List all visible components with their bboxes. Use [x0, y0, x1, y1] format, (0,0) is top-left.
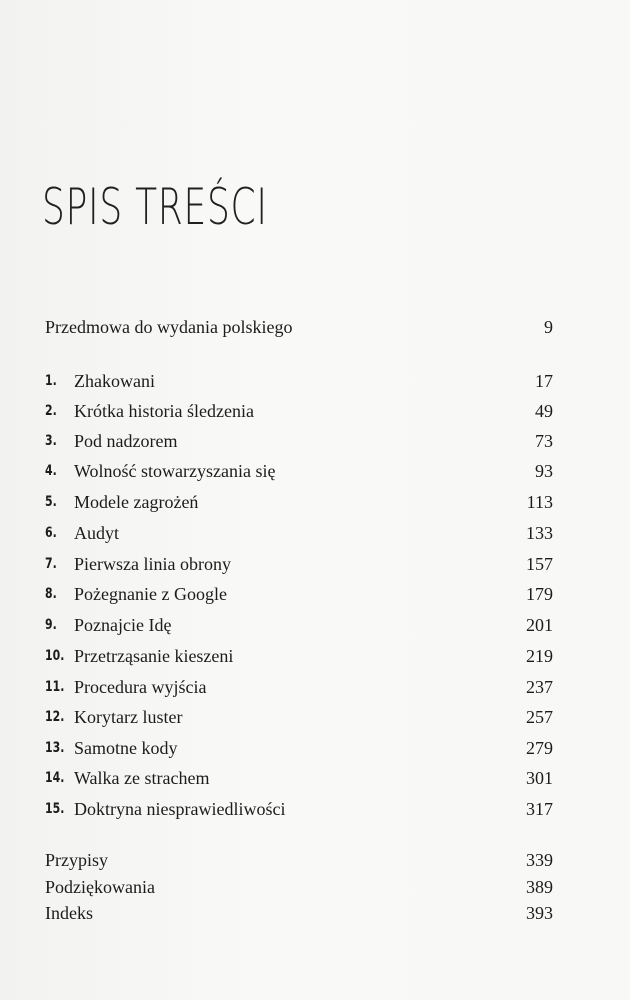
chapter-title: Pierwsza linia obrony	[74, 554, 231, 574]
chapter-page: 201	[526, 615, 553, 635]
chapter-title: Samotne kody	[74, 738, 178, 758]
toc-chapter-row	[45, 553, 553, 575]
chapter-page: 279	[526, 738, 553, 758]
toc-chapter-row	[45, 706, 553, 728]
toc-chapter-row	[45, 522, 553, 544]
toc-chapter-row	[45, 737, 553, 759]
chapter-title: Doktryna niesprawiedliwości	[74, 799, 286, 819]
chapter-title: Modele zagrożeń	[74, 492, 199, 512]
chapter-title: Audyt	[74, 523, 119, 543]
chapter-number: 3.	[45, 433, 57, 449]
toc-chapter-row	[45, 430, 553, 452]
toc-entry-label: Podziękowania	[45, 877, 155, 897]
chapter-number: 6.	[45, 525, 57, 541]
chapter-page: 219	[526, 646, 553, 666]
chapter-number: 7.	[45, 556, 57, 572]
page-title: SPIS TREŚCI	[42, 178, 268, 236]
chapter-title: Zhakowani	[74, 371, 155, 391]
chapter-page: 257	[526, 707, 553, 727]
toc-entry-page: 339	[526, 850, 553, 870]
toc-entry-label: Indeks	[45, 903, 93, 923]
chapter-number: 9.	[45, 617, 57, 633]
chapter-page: 49	[535, 401, 553, 421]
chapter-page: 157	[526, 554, 553, 574]
chapter-number: 2.	[45, 403, 57, 419]
chapter-number: 5.	[45, 494, 57, 510]
chapter-title: Korytarz luster	[74, 707, 183, 727]
toc-chapter-row	[45, 676, 553, 698]
toc-entry-label: Przypisy	[45, 850, 108, 870]
toc-chapter-row	[45, 370, 553, 392]
chapter-page: 237	[526, 677, 553, 697]
chapter-title: Przetrząsanie kieszeni	[74, 646, 234, 666]
chapter-page: 301	[526, 768, 553, 788]
chapter-number: 11.	[45, 679, 65, 695]
chapter-number: 4.	[45, 463, 57, 479]
toc-entry-label: Przedmowa do wydania polskiego	[45, 317, 293, 337]
toc-chapter-row	[45, 583, 553, 605]
chapter-number: 15.	[45, 801, 65, 817]
toc-chapter-row	[45, 491, 553, 513]
chapter-number: 13.	[45, 740, 65, 756]
toc-chapter-row	[45, 460, 553, 482]
chapter-title: Wolność stowarzyszania się	[74, 461, 276, 481]
chapter-page: 93	[535, 461, 553, 481]
chapter-title: Pożegnanie z Google	[74, 584, 227, 604]
toc-entry-back	[45, 902, 553, 924]
chapter-page: 73	[535, 431, 553, 451]
chapter-page: 113	[526, 492, 553, 512]
chapter-title: Krótka historia śledzenia	[74, 401, 254, 421]
toc-chapter-row	[45, 767, 553, 789]
chapter-page: 17	[535, 371, 553, 391]
chapter-page: 317	[526, 799, 553, 819]
toc-chapter-row	[45, 400, 553, 422]
chapter-title: Pod nadzorem	[74, 431, 178, 451]
chapter-number: 8.	[45, 586, 57, 602]
toc-entry-front	[45, 316, 553, 338]
toc-chapter-row	[45, 645, 553, 667]
chapter-page: 133	[526, 523, 553, 543]
toc-entry-page: 393	[526, 903, 553, 923]
chapter-number: 12.	[45, 709, 65, 725]
toc-chapter-row	[45, 798, 553, 820]
chapter-number: 1.	[45, 373, 57, 389]
chapter-title: Procedura wyjścia	[74, 677, 207, 697]
chapter-title: Walka ze strachem	[74, 768, 210, 788]
chapter-title: Poznajcie Idę	[74, 615, 172, 635]
toc-entry-page: 389	[526, 877, 553, 897]
toc-chapter-row	[45, 614, 553, 636]
chapter-page: 179	[526, 584, 553, 604]
chapter-number: 10.	[45, 648, 65, 664]
chapter-number: 14.	[45, 770, 65, 786]
toc-entry-page: 9	[544, 317, 553, 337]
toc-entry-back	[45, 876, 553, 898]
toc-entry-back	[45, 849, 553, 871]
